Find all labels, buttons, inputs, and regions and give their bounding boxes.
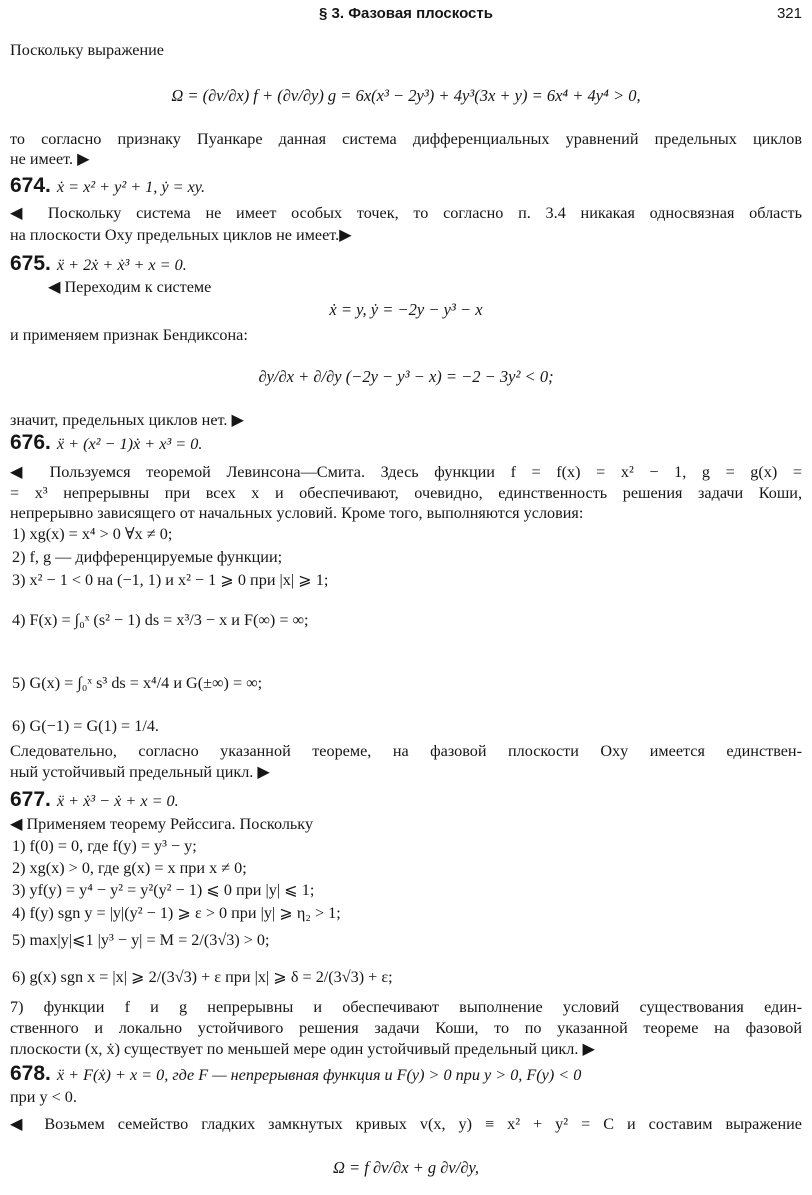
text-line: при y < 0. [10,1088,77,1106]
list-item: 2) xg(x) > 0, где g(x) = x при x ≠ 0; [12,859,247,877]
text-line: ◀ Переходим к системе [48,278,212,296]
text-line: то согласно признаку Пуанкаре данная система дифференциальных уравнений предельных циклов [10,130,802,148]
list-item: 5) G(x) = ∫₀ˣ s³ ds = x⁴/4 и G(±∞) = ∞; [12,674,263,692]
text-line: на плоскости Oxy предельных циклов не имеет.▶ [10,226,352,244]
text-line: ◀ Применяем теорему Рейссига. Поскольку [10,815,314,833]
text-line: значит, предельных циклов нет. ▶ [10,411,244,429]
list-item: 3) yf(y) = y⁴ − y² = y²(y² − 1) ⩽ 0 при |y| ⩽ 1; [12,881,315,899]
formula-system: ẋ = y, ẏ = −2y − y³ − x [329,300,483,319]
formula-omega: Ω = (∂v/∂x) f + (∂v/∂y) g = 6x(x³ − 2y³) + 4y³(3x + y) = 6x⁴ + 4y⁴ > 0, [171,86,641,105]
problem-number: 675. [10,252,51,275]
problem-statement: ẍ + (x² − 1)ẋ + x³ = 0. [56,435,203,453]
list-item: 4) f(y) sgn y = |y|(y² − 1) ⩾ ε > 0 при |y| ⩾ η₂ > 1; [12,904,341,922]
text-line: плоскости (x, ẋ) существует по меньшей мере один устойчивый предельный цикл. ▶ [10,1040,595,1058]
problem-676 [10,433,802,454]
list-item: 1) f(0) = 0, где f(y) = y³ − y; [12,837,197,855]
text-line: 7) функции f и g непрерывны и обеспечивают выполнение условий существования един- [10,998,802,1016]
text-line: ◀ Возьмем семейство гладких замкнутых кривых v(x, y) ≡ x² + y² = C и составим выражение [10,1115,802,1133]
text-line: ный устойчивый предельный цикл. ▶ [10,763,270,781]
text-line: не имеет. ▶ [10,150,90,168]
text-line: ◀ Пользуемся теоремой Левинсона—Смита. Здесь функции f = f(x) = x² − 1, g = g(x) = [10,463,802,481]
problem-statement: ẍ + ẋ³ − ẋ + x = 0. [56,792,179,810]
problem-674 [10,176,802,197]
list-item: 1) xg(x) = x⁴ > 0 ∀x ≠ 0; [12,525,173,543]
problem-statement: ẋ = x² + y² + 1, ẏ = xy. [56,178,206,196]
text-line: и применяем признак Бендиксона: [10,326,248,344]
formula-bendixson: ∂y/∂x + ∂/∂y (−2y − y³ − x) = −2 − 3y² < 0; [258,367,554,386]
list-item: 2) f, g — дифференцируемые функции; [12,548,283,566]
text-line: Следовательно, согласно указанной теореме, на фазовой плоскости Oxy имеется единствен- [10,742,802,760]
text-line: Поскольку выражение [10,41,164,59]
text-line: ственного и локально устойчивого решения задачи Коши, то по указанной теореме на фазовой [10,1019,802,1037]
problem-statement: ẍ + F(ẋ) + x = 0, где F — непрерывная функция и F(y) > 0 при y > 0, F(y) < 0 [56,1066,582,1084]
problem-675 [10,254,802,275]
problem-number: 674. [10,174,51,197]
problem-statement: ẍ + 2ẋ + ẋ³ + x = 0. [56,256,187,274]
problem-number: 676. [10,431,51,454]
text-line: ◀ Поскольку система не имеет особых точек, то согласно п. 3.4 никакая односвязная область [10,204,802,222]
list-item: 4) F(x) = ∫₀ˣ (s² − 1) ds = x³/3 − x и F(∞) = ∞; [12,611,309,629]
list-item: 5) max|y|⩽1 |y³ − y| = M = 2/(3√3) > 0; [12,931,270,949]
section-title: § 3. Фазовая плоскость [319,5,493,22]
running-header [0,4,812,24]
formula-omega-fg: Ω = f ∂v/∂x + g ∂v/∂y, [332,1158,480,1177]
page-number: 321 [776,5,802,22]
list-item: 6) G(−1) = G(1) = 1/4. [12,717,159,735]
problem-677 [10,790,802,811]
problem-number: 677. [10,788,51,811]
problem-number: 678. [10,1062,51,1085]
text-line: = x³ непрерывны при всех x и обеспечивают, очевидно, единственность решения задачи Коши, [10,484,802,502]
text-line: непрерывно зависящего от начальных условий. Кроме того, выполняются условия: [10,504,584,522]
problem-678 [10,1064,802,1085]
list-item: 6) g(x) sgn x = |x| ⩾ 2/(3√3) + ε при |x| ⩾ δ = 2/(3√3) + ε; [12,968,393,986]
list-item: 3) x² − 1 < 0 на (−1, 1) и x² − 1 ⩾ 0 при |x| ⩾ 1; [12,571,329,589]
